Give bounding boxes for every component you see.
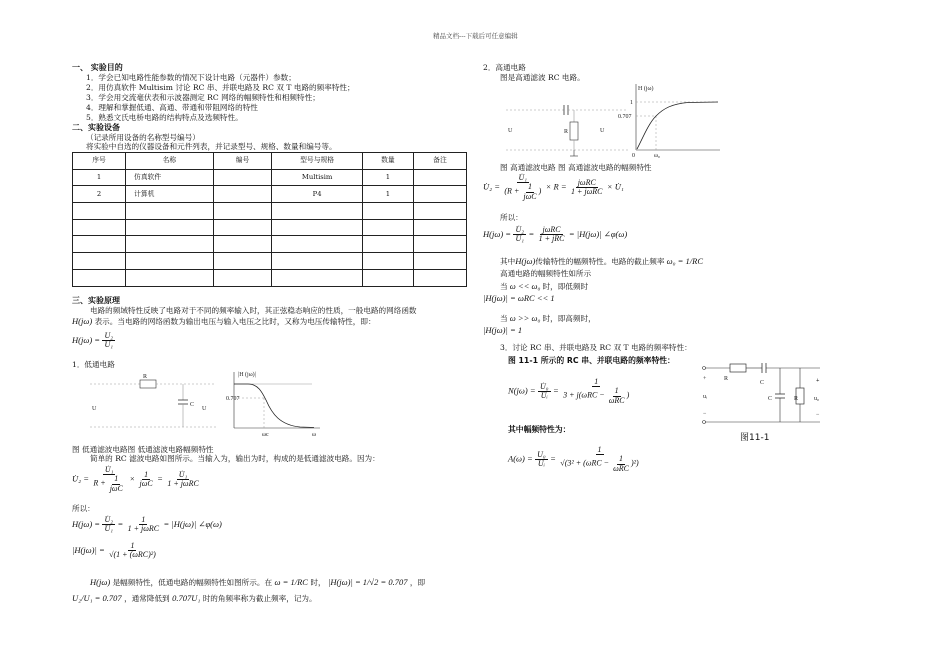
rc-series-parallel-circuit xyxy=(700,360,830,430)
objective-item: 5．熟悉文氏电桥电路的结构特点及选频特性。 xyxy=(86,113,243,122)
svg-text:C: C xyxy=(190,402,195,408)
table-row xyxy=(73,253,467,270)
svg-text:−: − xyxy=(703,411,707,417)
formula-highpass-h: H(jω) = $\frac{\text{U̇₂}}{\text{U̇₁}}$ = $\frac{\text{jωRC}}{\text{1 + jRC}}$ = |H(jω)| ∠φ(ω) xyxy=(483,225,628,244)
formula-transfer: H(jω) = $\frac{\text{U₂}}{\text{U₁}}$ xyxy=(72,331,114,350)
table-row xyxy=(73,169,467,186)
highpass-caption: 图 高通滤波电路 图 高通滤波电路的幅频特性 xyxy=(500,163,652,172)
amp-title: 其中幅频特性为： xyxy=(508,425,571,434)
highpass-high-freq: 当 ω >> ω₀ 时，即高频时， xyxy=(500,313,596,323)
formula-lowpass-h: H(jω) = $\frac{\text{U̇₂}}{\text{U̇₁}}$ = $\frac{1}{\text{1 + jωRC}}$ = |H(jω)| ∠φ(ω) xyxy=(72,515,222,534)
highpass-desc: 图是高通滤波 RC 电路。 xyxy=(500,73,585,82)
svg-text:ωc: ωc xyxy=(262,432,269,438)
table-cell: 仿真软件 xyxy=(126,169,214,186)
lowpass-text: 简单的 RC 滤波电路如图所示。当输入为，输出为时，构成的是低通滤波电路。因为： xyxy=(90,454,380,463)
lowpass-title: 1．低通电路 xyxy=(72,360,115,369)
table-cell: 1 xyxy=(362,169,413,186)
equipment-note: 将实验中自选的仪器设备和元件列表，并记录型号、规格、数量和编号等。 xyxy=(86,142,337,151)
formula-highpass-high: |H(jω)| = 1 xyxy=(483,325,523,335)
svg-text:U: U xyxy=(92,406,97,412)
svg-text:−: − xyxy=(816,412,820,418)
table-cell xyxy=(413,169,466,186)
formula-lowpass-magnitude: |H(jω)| = $\frac{1}{\text{√(1 + (ωRC)²)}}$ xyxy=(72,541,156,560)
objective-item: 4．理解和掌握低通、高通、带通和带阻网络的特性 xyxy=(86,103,258,112)
svg-text:|H (jω)|: |H (jω)| xyxy=(238,372,256,378)
svg-text:U: U xyxy=(600,128,605,134)
section-title-equipment: 二、实验设备 xyxy=(72,123,120,132)
formula-series-parallel-n: N(jω) = $\frac{\text{U̇₀}}{\text{U̇ᵢ}}$ = 1 3 + j(ωRC − $\frac{1}{\text{ωRC}}$ ) xyxy=(508,377,630,405)
formula-h: H(jω) xyxy=(72,316,93,326)
svg-text:+: + xyxy=(703,376,707,382)
svg-text:ω: ω xyxy=(312,432,316,438)
highpass-circuit-diagram xyxy=(504,102,630,158)
svg-text:R: R xyxy=(564,129,569,135)
lowpass-caption: 图 低通滤波电路图 低通滤波电路幅频特性 xyxy=(72,445,214,454)
formula-highpass-low: |H(jω)| = ωRC << 1 xyxy=(483,293,555,303)
svg-text:0: 0 xyxy=(632,153,635,159)
table-cell xyxy=(413,186,466,203)
table-header: 序号 xyxy=(73,153,126,170)
formula-lowpass-derivation: U̇₂ = U̇₁ R + $\frac{1}{\text{jωC}}$ × $\frac{1}{\text{jωC}}$ = $\frac{\text{U̇₁}}{\text{1 + jωRC}}$ xyxy=(72,465,199,493)
equipment-note: （记录所用设备的名称型号编号） xyxy=(86,133,200,142)
table-cell: 计算机 xyxy=(126,186,214,203)
section-title-principle: 三、实验原理 xyxy=(72,296,120,305)
table-row xyxy=(73,186,467,203)
so-label: 所以： xyxy=(72,504,95,513)
section-title-objectives: 一、 实验目的 xyxy=(72,63,123,72)
svg-text:U: U xyxy=(508,128,513,134)
lowpass-cutoff-text: H(jω) 是幅频特性，低通电路的幅频特性如图所示。在 ω = 1/RC 时， |H(jω)| = 1/√2 = 0.707 ，即 xyxy=(90,577,426,587)
svg-text:H (jω): H (jω) xyxy=(638,86,654,92)
table-header: 数量 xyxy=(362,153,413,170)
svg-text:0.707: 0.707 xyxy=(226,396,240,402)
lowpass-circuit-diagram xyxy=(88,372,218,434)
table-cell: 1 xyxy=(362,186,413,203)
table-row xyxy=(73,203,467,220)
table-cell: 1 xyxy=(73,169,126,186)
highpass-low-freq: 当 ω << ω₀ 时，即低频时 xyxy=(500,281,589,291)
highpass-title: 2．高通电路 xyxy=(483,63,526,72)
svg-text:R: R xyxy=(724,376,729,382)
table-cell xyxy=(213,169,272,186)
svg-text:1: 1 xyxy=(630,100,633,106)
principle-text: 电路的频域特性反映了电路对于不同的频率输入时，其正弦稳态响应的性质，一般电路的网络函数 xyxy=(90,306,417,315)
principle-text: 表示。当电路的网络函数为输出电压与输入电压之比时，又称为电压传输特性，即： xyxy=(94,317,376,326)
table-header: 型号与规格 xyxy=(272,153,362,170)
table-cell: P4 xyxy=(272,186,362,203)
objective-item: 2．用仿真软件 Multisim 讨论 RC 串、并联电路及 RC 双 T 电路的频率特性； xyxy=(86,83,355,92)
table-header: 备注 xyxy=(413,153,466,170)
objective-item: 3．学会用交流毫伏表和示波器测定 RC 网络的幅频特性和相频特性； xyxy=(86,93,320,102)
svg-text:C: C xyxy=(768,396,773,402)
table-row xyxy=(73,269,467,286)
fig-title: 图 11-1 所示的 RC 串、并联电路的频率特性： xyxy=(508,356,675,365)
item3-text: 3．讨论 RC 串、并联电路及 RC 双 T 电路的频率特性： xyxy=(500,343,692,352)
lowpass-cutoff-text-2: U₂/U₁ = 0.707 ，通常降低到 0.707U₁ 时的角频率称为截止频率，记为。 xyxy=(72,593,317,603)
svg-text:uᵢ: uᵢ xyxy=(703,394,707,400)
formula-series-parallel-a: A(ω) = $\frac{\text{U₀}}{\text{Uᵢ}}$ = 1 √(3² + (ωRC − $\frac{1}{\text{ωRC}}$ )²) xyxy=(508,445,639,473)
highpass-magnitude-plot xyxy=(618,82,724,159)
svg-text:u₀: u₀ xyxy=(814,396,820,402)
svg-text:ω₀: ω₀ xyxy=(654,153,661,159)
table-cell: Multisim xyxy=(272,169,362,186)
page-header: 精品文档---下载后可任意编辑 xyxy=(433,32,518,40)
svg-text:U: U xyxy=(202,406,207,412)
highpass-amp-text: 高通电路的幅频特性如所示 xyxy=(500,269,592,278)
formula-highpass-derivation: U̇₂ = U̇₁ (R + $\frac{1}{\text{jωC}}$ ) × R = $\frac{\text{jωRC}}{\text{1 + jωRC}}$ × U̇₁ xyxy=(483,173,624,201)
objective-item: 1．学会已知电路性能参数的情况下设计电路（元器件）参数； xyxy=(86,73,296,82)
highpass-where: 其中H(jω)传输特性的幅频特性。电路的截止频率 ω₀ = 1/RC xyxy=(500,256,703,266)
table-row xyxy=(73,236,467,253)
so-label-right: 所以： xyxy=(500,213,523,222)
svg-text:0.707: 0.707 xyxy=(618,114,632,120)
svg-text:R: R xyxy=(794,396,799,402)
svg-text:+: + xyxy=(816,378,820,384)
lowpass-magnitude-plot xyxy=(226,370,322,438)
principle-text-line2 xyxy=(72,316,376,327)
label-r: R xyxy=(143,374,148,380)
equipment-table xyxy=(72,152,467,287)
table-cell: 2 xyxy=(73,186,126,203)
table-header-row xyxy=(73,153,467,170)
table-header: 名称 xyxy=(126,153,214,170)
table-row xyxy=(73,219,467,236)
svg-text:C: C xyxy=(760,380,765,386)
fig-label: 图11-1 xyxy=(740,433,770,443)
table-header: 编号 xyxy=(213,153,272,170)
table-cell xyxy=(213,186,272,203)
